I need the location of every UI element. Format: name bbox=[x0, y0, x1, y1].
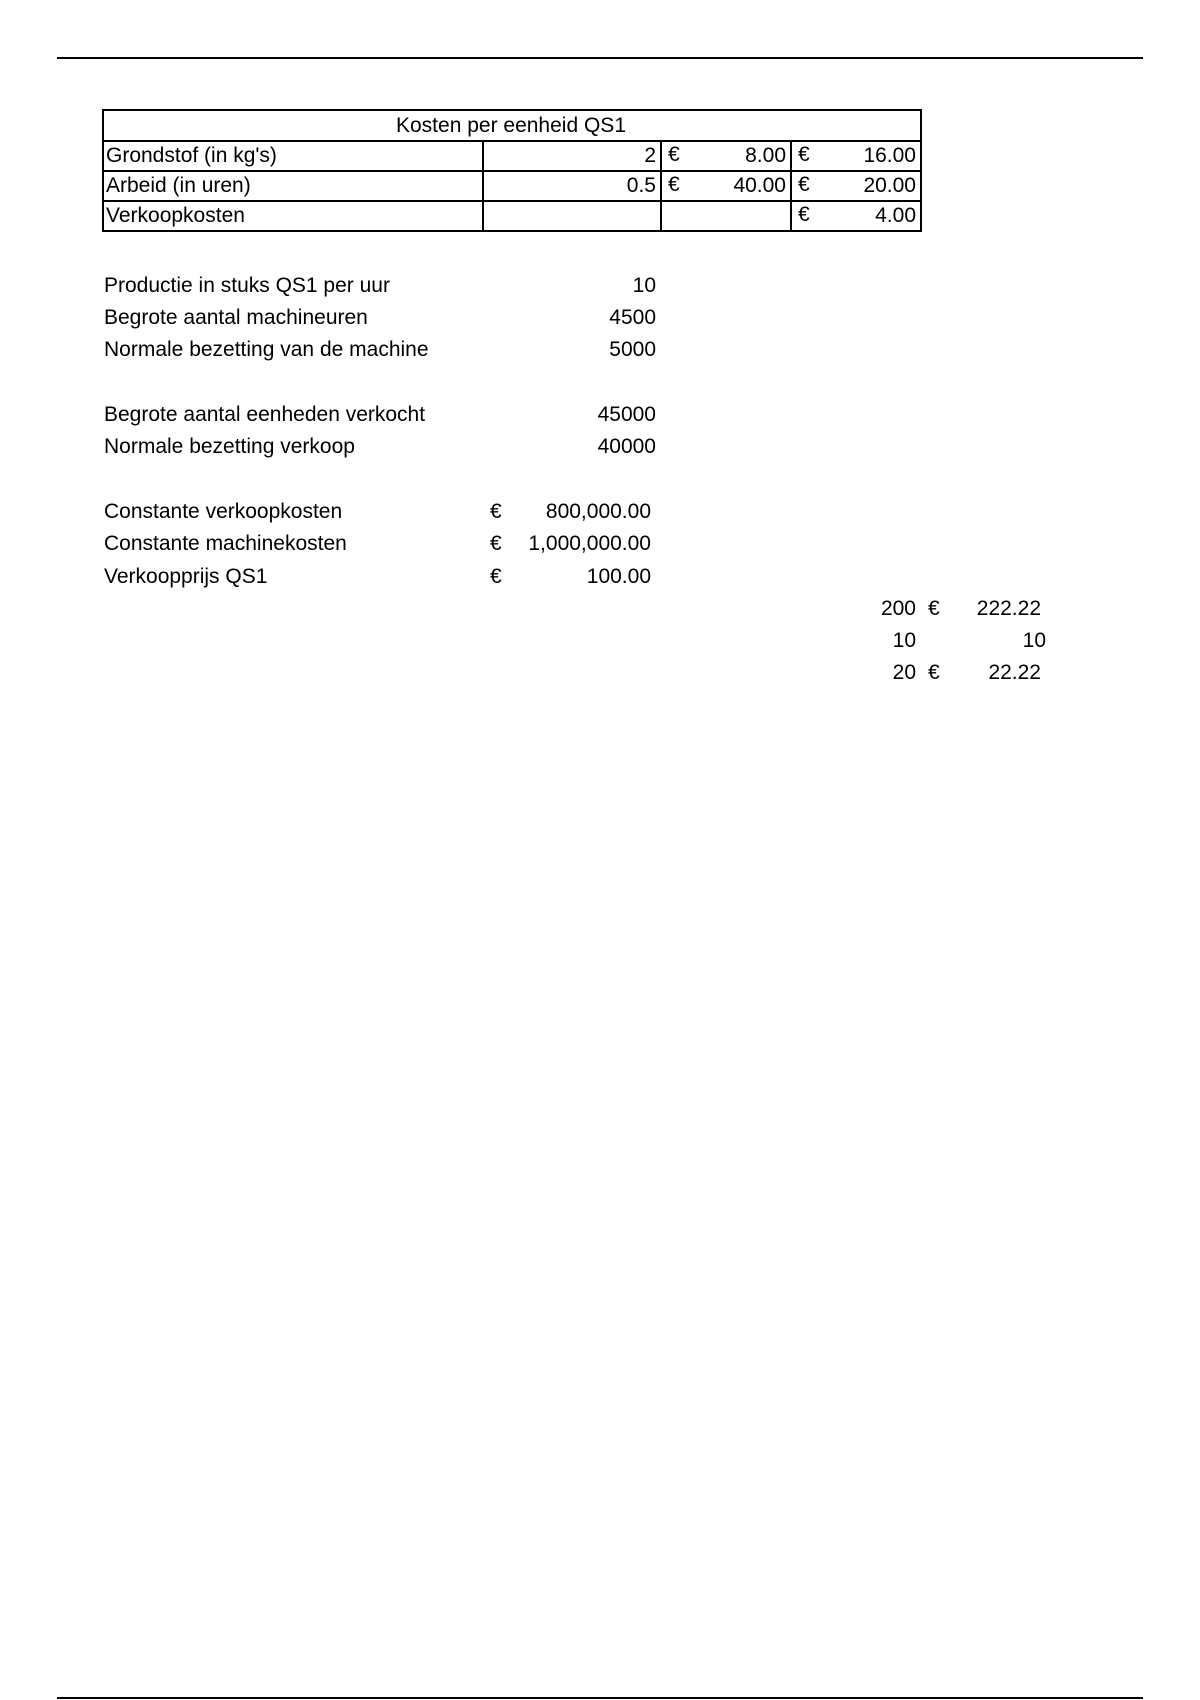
table-title: Kosten per eenheid QS1 bbox=[103, 110, 921, 141]
currency-symbol: € bbox=[928, 597, 940, 620]
currency-symbol: € bbox=[668, 173, 680, 196]
table-row bbox=[103, 141, 921, 171]
sales-value: 40000 bbox=[597, 435, 656, 458]
fixed-cost-label: Verkoopprijs QS1 bbox=[104, 565, 268, 588]
sales-value: 45000 bbox=[597, 403, 656, 426]
row-quantity: 0.5 bbox=[483, 171, 661, 201]
production-value: 5000 bbox=[609, 338, 656, 361]
price-value: 8.00 bbox=[745, 144, 786, 167]
row-quantity: 2 bbox=[483, 141, 661, 171]
calc-value-a: 20 bbox=[892, 661, 916, 684]
price-value: 40.00 bbox=[733, 174, 786, 197]
cost-per-unit-table bbox=[102, 109, 922, 232]
sales-label: Normale bezetting verkoop bbox=[104, 435, 355, 458]
fixed-cost-value: 100.00 bbox=[586, 565, 651, 588]
production-label: Normale bezetting van de machine bbox=[104, 338, 429, 361]
calc-value-b: 22.22 bbox=[988, 661, 1041, 684]
fixed-cost-label: Constante machinekosten bbox=[104, 532, 347, 555]
currency-symbol: € bbox=[798, 173, 810, 196]
calc-value-b: 10 bbox=[1022, 629, 1046, 652]
currency-symbol: € bbox=[668, 143, 680, 166]
row-label: Verkoopkosten bbox=[103, 201, 483, 231]
page-footer-rule bbox=[57, 1697, 1143, 1699]
production-label: Productie in stuks QS1 per uur bbox=[104, 274, 390, 297]
calc-value-a: 200 bbox=[880, 597, 916, 620]
currency-symbol: € bbox=[798, 203, 810, 226]
total-value: 4.00 bbox=[875, 204, 916, 227]
table-row bbox=[103, 201, 921, 231]
currency-symbol: € bbox=[490, 532, 502, 555]
production-value: 10 bbox=[632, 274, 656, 297]
sales-label: Begrote aantal eenheden verkocht bbox=[104, 403, 426, 426]
calc-value-a: 10 bbox=[892, 629, 916, 652]
row-quantity bbox=[483, 201, 661, 231]
total-value: 16.00 bbox=[863, 144, 916, 167]
table-row bbox=[103, 171, 921, 201]
row-unit-price bbox=[661, 141, 791, 171]
fixed-cost-value: 1,000,000.00 bbox=[528, 532, 651, 555]
calc-value-b: 222.22 bbox=[976, 597, 1041, 620]
production-value: 4500 bbox=[609, 306, 656, 329]
currency-symbol: € bbox=[490, 500, 502, 523]
currency-symbol: € bbox=[798, 143, 810, 166]
production-label: Begrote aantal machineuren bbox=[104, 306, 368, 329]
total-value: 20.00 bbox=[863, 174, 916, 197]
row-label: Arbeid (in uren) bbox=[103, 171, 483, 201]
fixed-cost-value: 800,000.00 bbox=[545, 500, 651, 523]
fixed-cost-label: Constante verkoopkosten bbox=[104, 500, 343, 523]
currency-symbol: € bbox=[928, 661, 940, 684]
row-unit-price bbox=[661, 171, 791, 201]
row-unit-price bbox=[661, 201, 791, 231]
table-header-row bbox=[103, 110, 921, 141]
row-total bbox=[791, 171, 921, 201]
row-total bbox=[791, 201, 921, 231]
page-header-rule bbox=[57, 57, 1143, 59]
row-total bbox=[791, 141, 921, 171]
row-label: Grondstof (in kg's) bbox=[103, 141, 483, 171]
currency-symbol: € bbox=[490, 565, 502, 588]
